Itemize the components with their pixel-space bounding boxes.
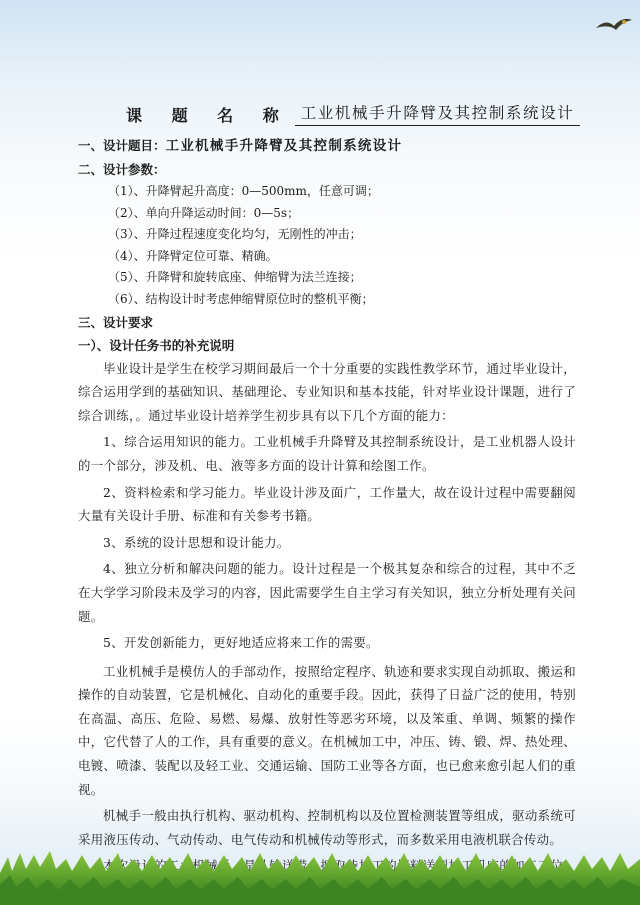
paragraph: 毕业设计是学生在校学习期间最后一个十分重要的实践性教学环节，通过毕业设计，综合运用学到的基础知识、基础理论、专业知识和基本技能，针对毕业设计课题，进行了综合训练，。通过毕业设计培养学生初步具有以下几个方面的能力： xyxy=(78,360,576,423)
paragraph: 工业机械手是模仿人的手部动作，按照给定程序、轨迹和要求实现自动抓取、搬运和操作的自动装置，它是机械化、自动化的重要手段。因此，获得了日益广泛的使用，特别在高温、高压、危险、易燃、易爆、放射性等恶劣环境，以及笨重、单调、频繁的操作中，它代替了人的工作，具有重要的意义。在机械加工中，冲压、铸、锻、焊、热处理、电镀、喷漆、装配以及轻工业、交通运输、国防工业等各方面，也已愈来愈引起人们的重视。 xyxy=(78,663,576,797)
paragraph: 4、独立分析和解决问题的能力。设计过程是一个极其复杂和综合的过程，其中不乏在大学学习阶段未及学习的内容，因此需要学生自主学习有关知识，独立分析处理有关问题。 xyxy=(78,561,576,624)
paragraph: 2、资料检索和学习能力。毕业设计涉及面广，工作量大，故在设计过程中需要翻阅大量有关设计手册、标准和有关参考书籍。 xyxy=(78,484,576,524)
param-item: （2）、单向升降运动时间：0—5s； xyxy=(108,205,300,220)
param-item: （4）、升降臂定位可靠、精确。 xyxy=(108,248,278,263)
section-2-heading: 二、设计参数： xyxy=(78,162,166,177)
paragraph: 机械手一般由执行机构、驱动机构、控制机构以及位置检测装置等组成，驱动系统可采用液压传动、气动传动、电气传动和机械传动等形式，而多数采用电液机联合传动。 xyxy=(78,808,576,847)
section-3-heading: 三、设计要求 xyxy=(78,314,154,330)
section-3-subheading: 一）、设计任务书的补充说明 xyxy=(78,337,235,353)
document-body xyxy=(78,100,576,905)
paragraph: 3、系统的设计思想和设计能力。 xyxy=(103,534,290,550)
param-item: （1）、升降臂起升高度：0—500mm，任意可调； xyxy=(108,184,379,198)
title-row xyxy=(126,100,576,126)
paragraph: 5、开发创新能力，更好地适应将来工作的需要。 xyxy=(103,635,379,651)
section-1-heading: 一、设计题目： xyxy=(78,138,166,153)
paragraph: 1、综合运用知识的能力。工业机械手升降臂及其控制系统设计，是工业机器人设计的一个部分，涉及机、电、液等多方面的设计计算和绘图工作。 xyxy=(78,434,576,473)
param-item: （3）、升降过程速度变化均匀，无刚性的冲击； xyxy=(108,227,362,242)
param-item: （6）、结构设计时考虑伸缩臂原位时的整机平衡； xyxy=(108,291,374,306)
grass-decoration xyxy=(0,835,640,905)
paragraph: 本次设计的工业机械手，是 送 上抓取待加工的坯料送到加工机床的加工工位 xyxy=(103,858,564,874)
title-label: 课 题 名 称 xyxy=(126,106,291,125)
section-1 xyxy=(78,134,576,158)
section-1-topic: 工业机械手升降臂及其控制系统设计 xyxy=(165,138,403,154)
param-item: （5）、升降臂和旋转底座、伸缩臂为法兰连接； xyxy=(108,270,362,285)
bird-icon xyxy=(594,14,634,36)
title-value: 工业机械手升降臂及其控制系统设计 xyxy=(295,101,581,126)
